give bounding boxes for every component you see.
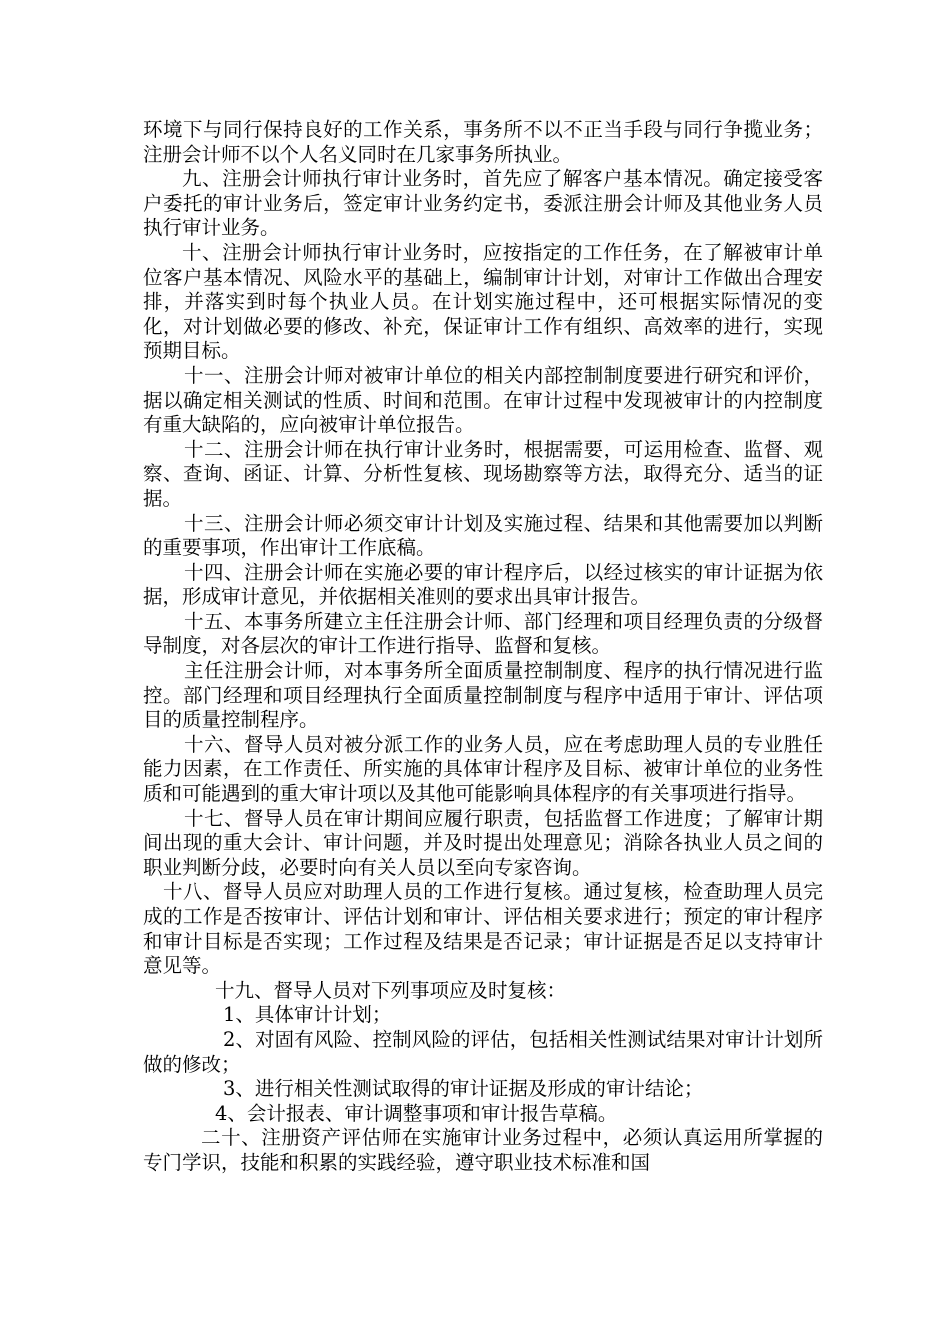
document-page [143,118,823,1176]
paragraph-13: 十三、注册会计师必须交审计计划及实施过程、结果和其他需要加以判断的重要事项，作出审计工作底稿。 [143,511,823,560]
paragraph-14: 十四、注册会计师在实施必要的审计程序后，以经过核实的审计证据为依据，形成审计意见，并依据相关准则的要求出具审计报告。 [143,560,823,609]
list-item-1: 1、具体审计计划； [223,1003,392,1027]
paragraph-9: 九、注册会计师执行审计业务时，首先应了解客户基本情况。确定接受客户委托的审计业务后，签定审计业务约定书，委派注册会计师及其他业务人员执行审计业务。 [143,167,823,240]
paragraph-continuation: 环境下与同行保持良好的工作关系，事务所不以不正当手段与同行争揽业务；注册会计师不以个人名义同时在几家事务所执业。 [143,118,823,166]
paragraph-15: 十五、本事务所建立主任注册会计师、部门经理和项目经理负责的分级督导制度，对各层次的审计工作进行指导、监督和复核。 [143,609,823,658]
paragraph-20: 二十、注册资产评估师在实施审计业务过程中，必须认真运用所掌握的专门学识，技能和积累的实践经验，遵守职业技术标准和国 [143,1126,823,1174]
paragraph-11: 十一、注册会计师对被审计单位的相关内部控制制度要进行研究和评价，据以确定相关测试的性质、时间和范围。在审计过程中发现被审计的内控制度有重大缺陷的，应向被审计单位报告。 [143,363,823,437]
paragraph-18: 十八、督导人员应对助理人员的工作进行复核。通过复核，检查助理人员完成的工作是否按审计、评估计划和审计、评估相关要求进行；预定的审计程序和审计目标是否实现；工作过程及结果是否记录；审计证据是否足以支持审计意见等。 [143,880,823,978]
list-item-3: 3、进行相关性测试取得的审计证据及形成的审计结论； [223,1077,704,1101]
paragraph-10: 十、注册会计师执行审计业务时，应按指定的工作任务，在了解被审计单位客户基本情况、风险水平的基础上，编制审计计划，对审计工作做出合理安排，并落实到时每个执业人员。在计划实施过程中，还可根据实际情况的变化，对计划做必要的修改、补充，保证审计工作有组织、高效率的进行，实现预期目标。 [143,240,823,363]
paragraph-19: 十九、督导人员对下列事项应及时复核： [215,978,567,1002]
list-item-2: 2、对固有风险、控制风险的评估，包括相关性测试结果对审计计划所做的修改； [143,1027,823,1076]
paragraph-12: 十二、注册会计师在执行审计业务时，根据需要，可运用检查、监督、观察、查询、函证、计算、分析性复核、现场勘察等方法，取得充分、适当的证据。 [143,437,823,510]
paragraph-15-detail: 主任注册会计师，对本事务所全面质量控制制度、程序的执行情况进行监控。部门经理和项目经理执行全面质量控制制度与程序中适用于审计、评估项目的质量控制程序。 [143,659,823,732]
paragraph-16: 十六、督导人员对被分派工作的业务人员，应在考虑助理人员的专业胜任能力因素，在工作责任、所实施的具体审计程序及目标、被审计单位的业务性质和可能遇到的重大审计项以及其他可能影响具体程序的有关事项进行指导。 [143,732,823,806]
paragraph-17: 十七、督导人员在审计期间应履行职责，包括监督工作进度；了解审计期间出现的重大会计、审计问题，并及时提出处理意见；消除各执业人员之间的职业判断分歧，必要时向有关人员以至向专家咨询。 [143,806,823,879]
list-item-4: 4、会计报表、审计调整事项和审计报告草稿。 [215,1101,618,1125]
